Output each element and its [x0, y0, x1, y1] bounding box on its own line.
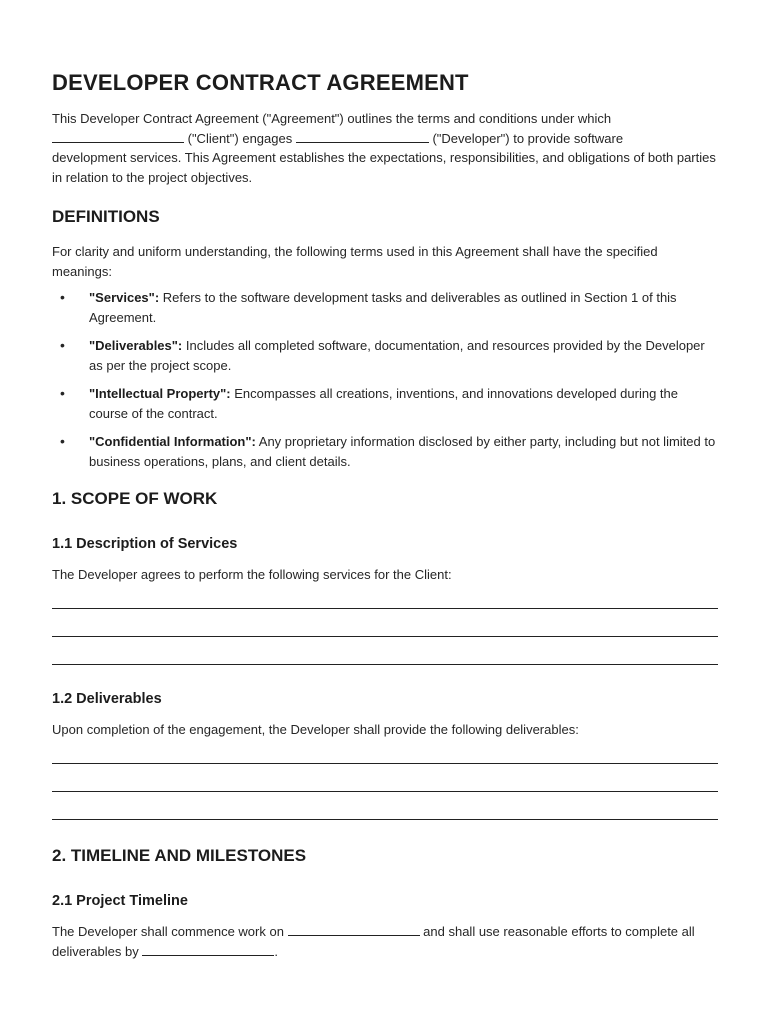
definition-text: Includes all completed software, documentation, and resources provided by the Developer as per the project scope.: [89, 338, 705, 373]
intro-text-1: This Developer Contract Agreement ("Agreement") outlines the terms and conditions under which: [52, 111, 612, 126]
start-date-blank[interactable]: [288, 923, 420, 936]
definition-text: Encompasses all creations, inventions, and innovations developed during the course of the contract.: [89, 386, 678, 421]
definition-text: Any proprietary information disclosed by either party, including but not limited to business operations, plans, and client details.: [89, 434, 716, 469]
definition-item-services: [52, 288, 720, 327]
definitions-heading: DEFINITIONS: [52, 207, 160, 226]
deliverables-fill-line-1[interactable]: [52, 763, 718, 764]
bullet-icon: •: [60, 289, 65, 305]
definition-item-confidential-information: [52, 432, 720, 471]
definition-text: Refers to the software development tasks and deliverables as outlined in Section 1 of this Agreement.: [89, 290, 677, 325]
services-heading: 1.1 Description of Services: [52, 536, 238, 552]
services-fill-line-3[interactable]: [52, 664, 718, 665]
services-fill-line-1[interactable]: [52, 608, 718, 609]
definitions-list: [52, 288, 720, 480]
completion-date-blank[interactable]: [142, 943, 274, 956]
timeline-text-3: .: [274, 943, 278, 959]
deliverables-heading: 1.2 Deliverables: [52, 691, 162, 707]
project-timeline-heading: 2.1 Project Timeline: [52, 893, 188, 909]
developer-name-blank[interactable]: [296, 130, 429, 143]
definition-item-deliverables: [52, 336, 720, 375]
definition-term: "Services":: [89, 290, 160, 305]
document-title: DEVELOPER CONTRACT AGREEMENT: [52, 70, 469, 95]
definition-term: "Intellectual Property":: [89, 386, 231, 401]
scope-heading: 1. SCOPE OF WORK: [52, 489, 218, 508]
definition-item-intellectual-property: [52, 384, 720, 423]
deliverables-text: Upon completion of the engagement, the Developer shall provide the following deliverables:: [52, 722, 579, 737]
intro-text-2: development services. This Agreement establishes the expectations, responsibilities, and obligations of both parties in relation to the project objectives.: [52, 150, 716, 185]
bullet-icon: •: [60, 337, 65, 353]
deliverables-fill-line-3[interactable]: [52, 819, 718, 820]
definition-term: "Confidential Information":: [89, 434, 256, 449]
definition-term: "Deliverables":: [89, 338, 183, 353]
client-name-blank[interactable]: [52, 130, 184, 143]
timeline-paragraph: [52, 922, 720, 961]
bullet-icon: •: [60, 433, 65, 449]
services-fill-line-2[interactable]: [52, 636, 718, 637]
bullet-icon: •: [60, 385, 65, 401]
timeline-text-1: The Developer shall commence work on: [52, 924, 288, 939]
deliverables-fill-line-2[interactable]: [52, 791, 718, 792]
definitions-intro: For clarity and uniform understanding, the following terms used in this Agreement shall have the specified meanings:: [52, 244, 658, 279]
timeline-heading: 2. TIMELINE AND MILESTONES: [52, 846, 307, 865]
intro-paragraph: [52, 109, 720, 187]
timeline-text-2: and shall use reasonable efforts to complete all deliverables by: [52, 924, 695, 959]
client-label: ("Client") engages: [184, 130, 296, 146]
developer-label: ("Developer") to provide software: [428, 130, 624, 146]
services-text: The Developer agrees to perform the following services for the Client:: [52, 567, 452, 582]
